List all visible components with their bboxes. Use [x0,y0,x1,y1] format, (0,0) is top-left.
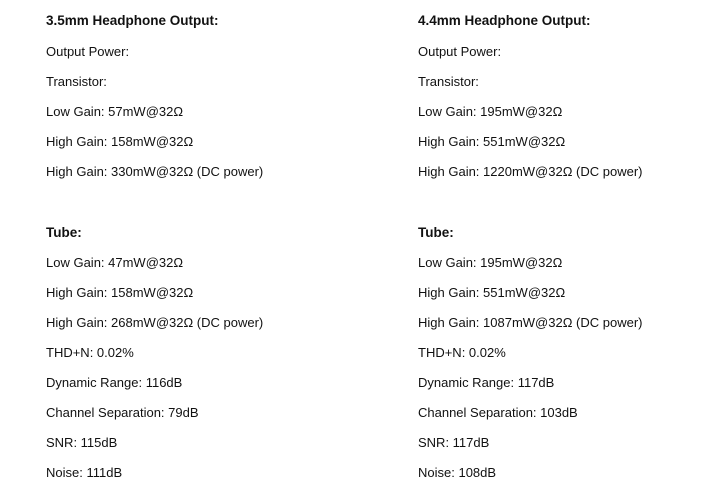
channel-separation-value: Channel Separation: 103dB [418,405,578,420]
tube-high-gain: High Gain: 551mW@32Ω [418,285,566,300]
snr-value: SNR: 117dB [418,435,490,450]
transistor-low-gain: Low Gain: 57mW@32Ω [46,104,184,119]
thd-n-value: THD+N: 0.02% [418,345,506,360]
transistor-low-gain: Low Gain: 195mW@32Ω [418,104,563,119]
section-heading-4-4mm: 4.4mm Headphone Output: [418,13,591,28]
output-power-label: Output Power: [46,44,130,59]
snr-value: SNR: 115dB [46,435,118,450]
transistor-label: Transistor: [46,74,107,89]
transistor-high-gain-dc: High Gain: 330mW@32Ω (DC power) [46,164,264,179]
noise-value: Noise: 111dB [46,465,123,480]
thd-n-value: THD+N: 0.02% [46,345,134,360]
transistor-high-gain-dc: High Gain: 1220mW@32Ω (DC power) [418,164,643,179]
tube-low-gain: Low Gain: 47mW@32Ω [46,255,184,270]
transistor-label: Transistor: [418,74,479,89]
tube-high-gain-dc: High Gain: 1087mW@32Ω (DC power) [418,315,643,330]
channel-separation-value: Channel Separation: 79dB [46,405,199,420]
tube-high-gain-dc: High Gain: 268mW@32Ω (DC power) [46,315,264,330]
tube-low-gain: Low Gain: 195mW@32Ω [418,255,563,270]
tube-heading: Tube: [418,225,454,240]
dynamic-range-value: Dynamic Range: 117dB [418,375,555,390]
tube-high-gain: High Gain: 158mW@32Ω [46,285,194,300]
output-power-label: Output Power: [418,44,502,59]
noise-value: Noise: 108dB [418,465,497,480]
section-heading-3-5mm: 3.5mm Headphone Output: [46,13,219,28]
transistor-high-gain: High Gain: 158mW@32Ω [46,134,194,149]
tube-heading: Tube: [46,225,82,240]
dynamic-range-value: Dynamic Range: 116dB [46,375,183,390]
transistor-high-gain: High Gain: 551mW@32Ω [418,134,566,149]
